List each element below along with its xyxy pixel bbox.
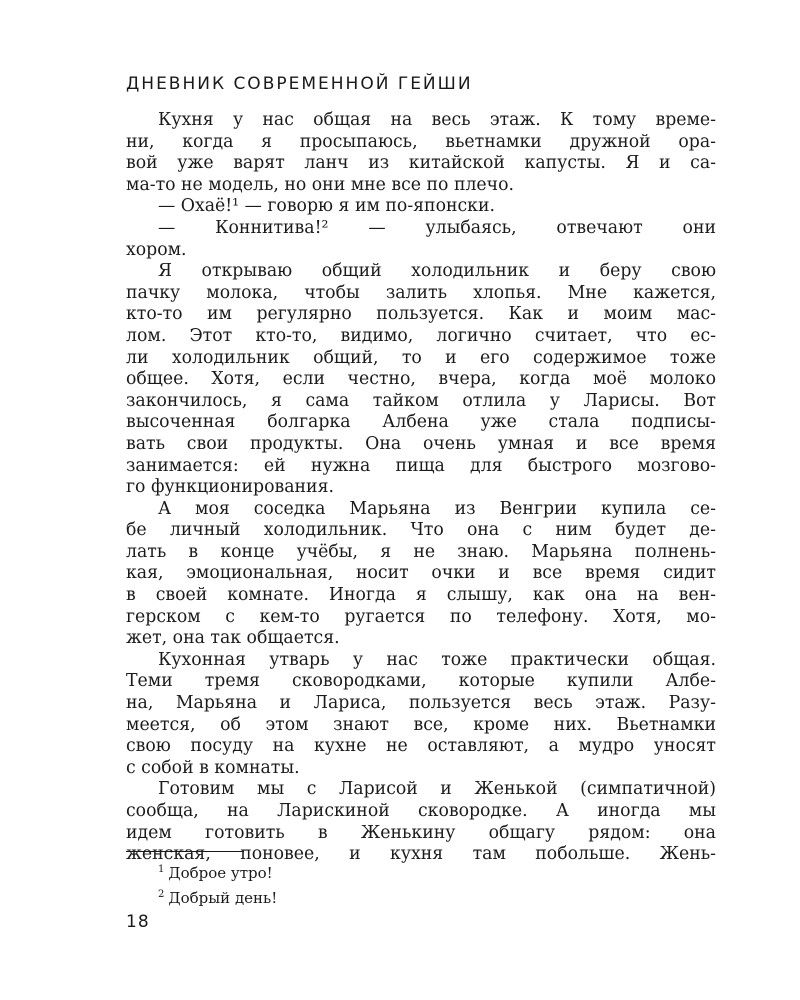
text-line: Готовим мы с Ларисой и Женькой (симпатичной) bbox=[158, 779, 716, 800]
text-line: лом. Этот кто-то, видимо, логично считает, что ес- bbox=[126, 325, 716, 346]
text-line: высоченная болгарка Албена уже стала подписы- bbox=[126, 412, 716, 433]
footnote-item bbox=[158, 859, 277, 884]
text-line: женская, поновее, и кухня там побольше. Жень- bbox=[126, 844, 716, 865]
text-line: лать в конце учёбы, я не знаю. Марьяна полнень- bbox=[126, 541, 716, 562]
running-title: ДНЕВНИК СОВРЕМЕННОЙ ГЕЙШИ bbox=[126, 74, 473, 94]
text-line: Кухонная утварь у нас тоже практически общая. bbox=[158, 649, 716, 670]
text-line: занимается: ей нужна пища для быстрого мозгово- bbox=[126, 455, 716, 476]
text-line: А моя соседка Марьяна из Венгрии купила се- bbox=[158, 498, 716, 519]
text-line: герском с кем-то ругается по телефону. Хотя, мо- bbox=[126, 606, 716, 627]
text-line: ма-то не модель, но они мне все по плечо. bbox=[126, 174, 514, 195]
text-line: в своей комнате. Иногда я слышу, как она на вен- bbox=[126, 585, 716, 606]
body-text bbox=[126, 110, 716, 866]
text-line: кая, эмоциональная, носит очки и все время сидит bbox=[126, 563, 716, 584]
text-line: Я открываю общий холодильник и беру свою bbox=[158, 261, 716, 282]
text-line: закончилось, я сама тайком отлила у Ларисы. Вот bbox=[126, 390, 716, 411]
text-line: меется, об этом знают все, кроме них. Вьетнамки bbox=[126, 714, 716, 735]
footnote-item bbox=[158, 884, 277, 909]
footnote-mark: 2 bbox=[158, 889, 165, 900]
text-line: ни, когда я просыпаюсь, вьетнамки дружной ора- bbox=[126, 131, 716, 152]
text-line: хором. bbox=[126, 239, 187, 260]
text-line: на, Марьяна и Лариса, пользуется весь этаж. Разу- bbox=[126, 693, 716, 714]
text-line: ли холодильник общий, то и его содержимое тоже bbox=[126, 347, 716, 368]
text-line: бе личный холодильник. Что она с ним будет де- bbox=[126, 520, 716, 541]
page-number: 18 bbox=[126, 912, 150, 932]
text-line: го функционирования. bbox=[126, 477, 334, 498]
text-line: Теми тремя сковородками, которые купили Албе- bbox=[126, 671, 716, 692]
footnote-text: Добрый день! bbox=[168, 889, 278, 907]
text-line: — Коннитива!² — улыбаясь, отвечают они bbox=[158, 217, 716, 238]
text-line: жет, она так общается. bbox=[126, 628, 340, 649]
text-line: кто-то им регулярно пользуется. Как и моим мас- bbox=[126, 304, 716, 325]
text-line: с собой в комнаты. bbox=[126, 757, 300, 778]
text-line: идем готовить в Женькину общагу рядом: она bbox=[126, 822, 716, 843]
footnote-divider bbox=[126, 851, 244, 852]
footnote-mark: 1 bbox=[158, 864, 165, 875]
text-line: вой уже варят ланч из китайской капусты. Я и са- bbox=[126, 153, 716, 174]
text-line: свою посуду на кухне не оставляют, а мудро уносят bbox=[126, 736, 716, 757]
footnotes bbox=[158, 859, 277, 909]
footnote-text: Доброе утро! bbox=[168, 864, 273, 882]
text-line: общее. Хотя, если честно, вчера, когда моё молоко bbox=[126, 369, 716, 390]
text-line: сообща, на Ларискиной сковородке. А иногда мы bbox=[126, 801, 716, 821]
text-line: Кухня у нас общая на весь этаж. К тому време- bbox=[158, 110, 716, 130]
text-line: пачку молока, чтобы залить хлопья. Мне кажется, bbox=[126, 282, 716, 303]
text-line: — Охаё!¹ — говорю я им по-японски. bbox=[158, 196, 495, 217]
text-line: вать свои продукты. Она очень умная и все время bbox=[126, 433, 716, 454]
